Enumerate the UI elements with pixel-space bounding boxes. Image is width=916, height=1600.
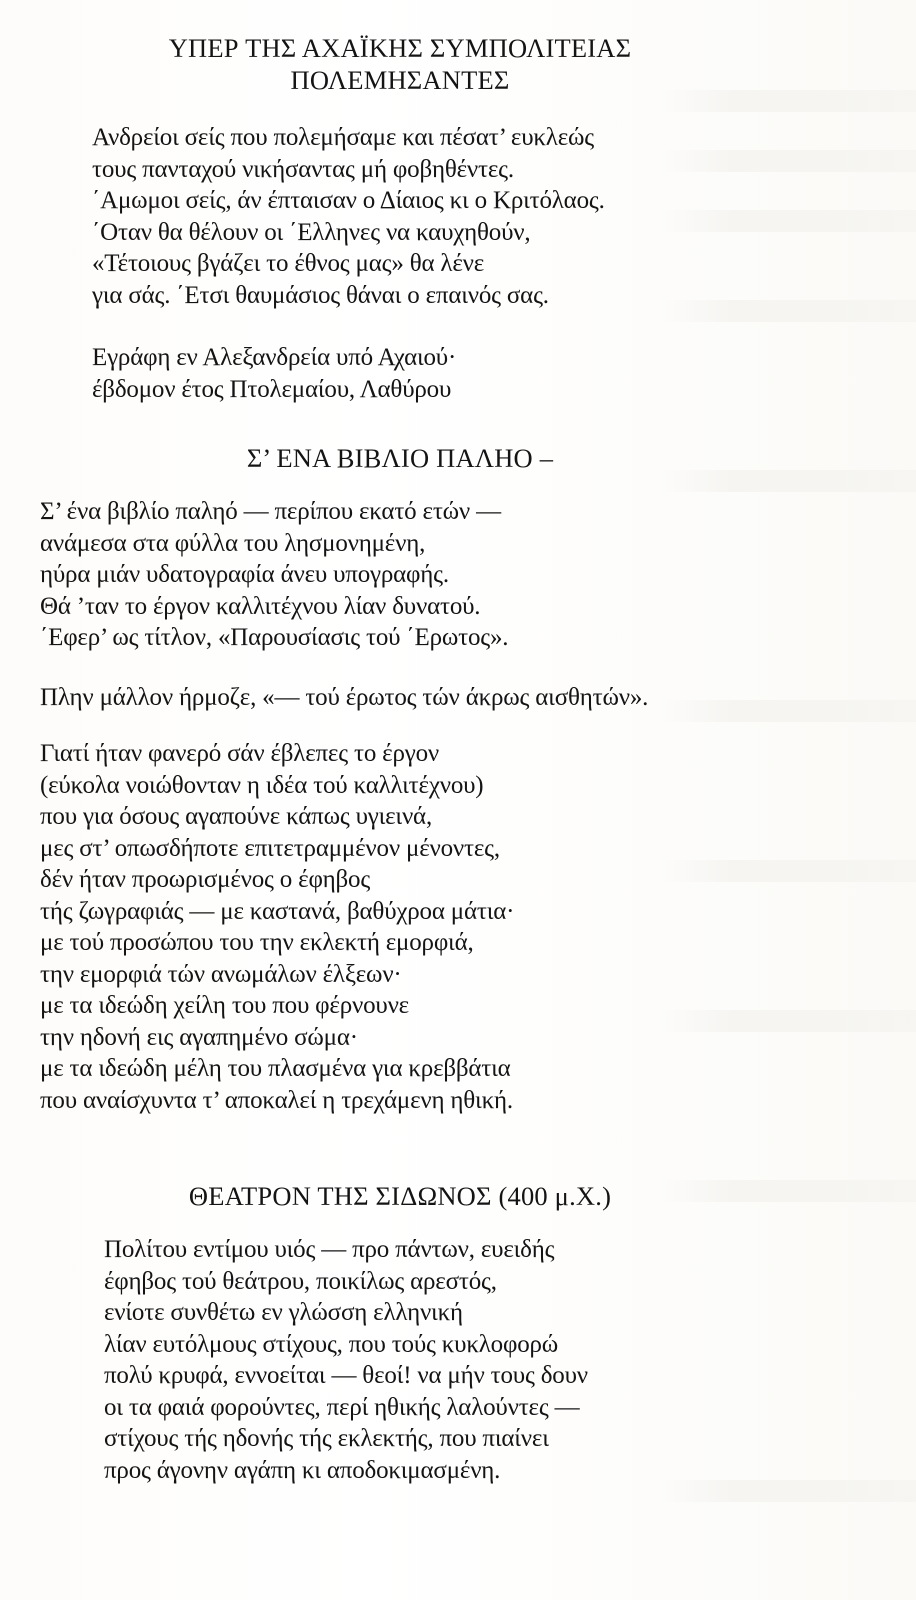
- bleed-through-line: [656, 700, 916, 722]
- verse-line: οι τα φαιά φορούντες, περί ηθικής λαλούντες —: [104, 1393, 580, 1421]
- verse-line: «Τέτοιους βγάζει το έθνος μας» θα λένε: [92, 250, 485, 277]
- verse-line: έβδομον έτος Πτολεμαίου, Λαθύρου: [92, 375, 452, 403]
- verse-line: Γιατί ήταν φανερό σάν έβλεπες το έργον: [40, 740, 440, 767]
- verse-line: στίχους τής ηδονής τής εκλεκτής, που πιαίνει: [104, 1425, 549, 1452]
- verse-line: ενίοτε συνθέτω εν γλώσση ελληνική: [104, 1299, 463, 1326]
- stanza: [104, 1234, 588, 1486]
- verse-line: ηύρα μιάν υδατογραφία άνευ υπογραφής.: [40, 561, 449, 588]
- verse-line: έφηβος τού θεάτρου, ποικίλως αρεστός,: [104, 1267, 497, 1295]
- verse-line: Ανδρείοι σείς που πολεμήσαμε και πέσατ’ ευκλεώς: [92, 124, 594, 151]
- bleed-through-line: [656, 300, 916, 322]
- verse-line: για σάς. ΄Ετσι θαυμάσιος θάναι ο επαινός σας.: [92, 281, 549, 309]
- poem-body: [40, 682, 648, 714]
- poem-body: [92, 122, 605, 311]
- bleed-through-line: [656, 1010, 916, 1032]
- poem-body: [104, 1234, 588, 1486]
- bleed-through-line: [656, 1480, 916, 1502]
- poem-title: [0, 442, 800, 474]
- verse-line: με τού προσώπου του την εκλεκτή εμορφιά,: [40, 929, 474, 956]
- stanza: [40, 682, 648, 714]
- verse-line: που για όσους αγαπούνε κάπως υγιεινά,: [40, 803, 433, 830]
- poem-title-line: ΥΠΕΡ ΤΗΣ ΑΧΑΪΚΗΣ ΣΥΜΠΟΛΙΤΕΙΑΣ: [168, 33, 632, 63]
- poem-body: [40, 496, 508, 654]
- poem-title-line: ΘΕΑΤΡΟΝ ΤΗΣ ΣΙΔΩΝΟΣ (400 μ.Χ.): [188, 1181, 612, 1211]
- verse-line: την εμορφιά τών ανωμάλων έλξεων·: [40, 960, 402, 988]
- verse-line: μες στ’ οπωσδήποτε επιτετραμμένον μένοντες,: [40, 834, 500, 862]
- verse-line: Εγράφη εν Αλεξανδρεία υπό Αχαιού·: [92, 344, 457, 371]
- stanza: [92, 122, 605, 311]
- poem-title: [0, 32, 800, 96]
- verse-line: Πλην μάλλον ήρμοζε, «— τού έρωτος τών άκρως αισθητών».: [40, 684, 649, 711]
- verse-line: Πολίτου εντίμου υιός — προ πάντων, ευειδής: [104, 1236, 555, 1263]
- verse-line: τής ζωγραφιάς — με καστανά, βαθύχροα μάτια·: [40, 897, 515, 925]
- verse-line: ανάμεσα στα φύλλα του λησμονημένη,: [40, 529, 426, 557]
- poem-body: [40, 738, 514, 1116]
- bleed-through-line: [656, 210, 916, 232]
- stanza: [40, 738, 514, 1116]
- bleed-through-line: [656, 150, 916, 172]
- verse-line: που αναίσχυντα τ’ αποκαλεί η τρεχάμενη ηθική.: [40, 1086, 513, 1114]
- verse-line: Σ’ ένα βιβλίο παληό — περίπου εκατό ετών —: [40, 498, 501, 525]
- verse-line: ΄Οταν θα θέλουν οι ΄Ελληνες να καυχηθούν,: [92, 218, 531, 246]
- verse-line: με τα ιδεώδη μέλη του πλασμένα για κρεββάτια: [40, 1055, 511, 1082]
- stanza: [40, 496, 508, 654]
- verse-line: με τα ιδεώδη χείλη του που φέρνουνε: [40, 992, 409, 1019]
- verse-line: την ηδονή εις αγαπημένο σώμα·: [40, 1023, 358, 1051]
- poem-colophon: [92, 342, 456, 405]
- stanza: [92, 342, 456, 405]
- verse-line: ΄Αμωμοι σείς, άν έπταισαν ο Δίαιος κι ο Κριτόλαος.: [92, 187, 605, 214]
- verse-line: πολύ κρυφά, εννοείται — θεοί! να μήν τους δουν: [104, 1362, 588, 1389]
- verse-line: λίαν ευτόλμους στίχους, που τούς κυκλοφορώ: [104, 1330, 559, 1358]
- verse-line: προς άγονην αγάπη κι αποδοκιμασμένη.: [104, 1456, 501, 1484]
- verse-line: ΄Εφερ’ ως τίτλον, «Παρουσίασις τού ΄Ερωτος».: [40, 624, 509, 651]
- poem-title-line: Σ’ ΕΝΑ ΒΙΒΛΙΟ ΠΑΛΗΟ –: [246, 443, 554, 473]
- verse-line: δέν ήταν προωρισμένος ο έφηβος: [40, 866, 371, 893]
- poem-title-line: ΠΟΛΕΜΗΣΑΝΤΕΣ: [290, 65, 510, 95]
- bleed-through-line: [656, 860, 916, 882]
- verse-line: τους πανταχού νικήσαντας μή φοβηθέντες.: [92, 155, 514, 183]
- verse-line: Θά ’ταν το έργον καλλιτέχνου λίαν δυνατού.: [40, 592, 481, 620]
- poem-title: [0, 1180, 800, 1212]
- verse-line: (εύκολα νοιώθονταν η ιδέα τού καλλιτέχνου): [40, 771, 484, 799]
